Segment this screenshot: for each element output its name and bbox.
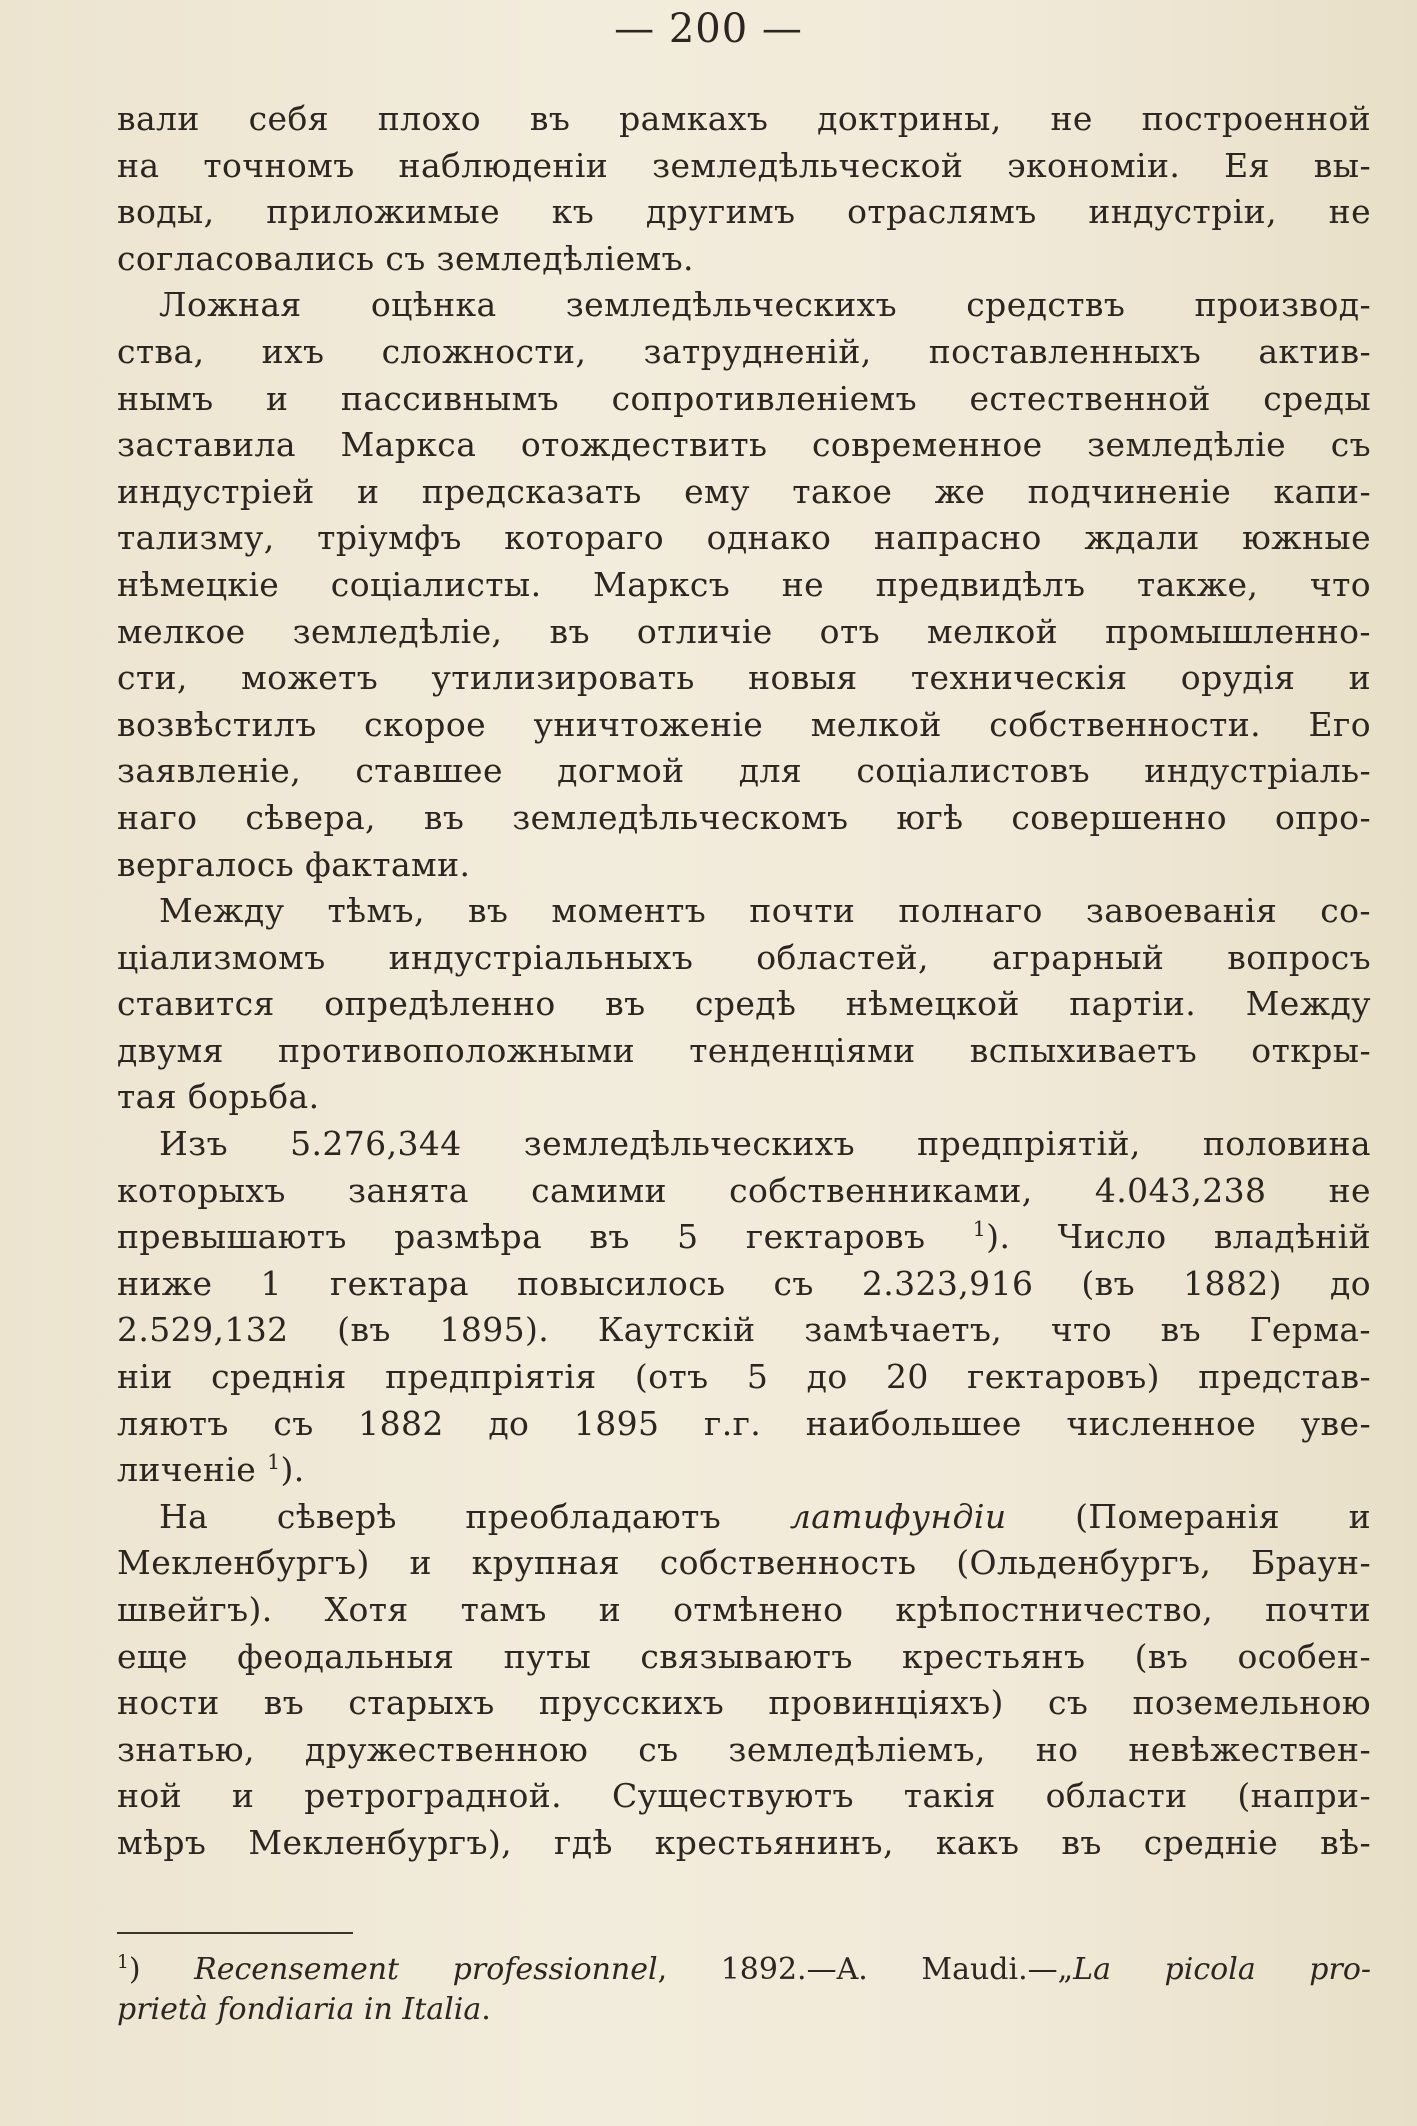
text-line: тая борьба. bbox=[117, 1077, 320, 1117]
text-line: ства, ихъ сложности, затрудненій, поставленныхъ актив- bbox=[117, 331, 1371, 371]
footnote-marker: 1 bbox=[117, 1952, 129, 1973]
text-line: Ложная оцѣнка земледѣльческихъ средствъ производ- bbox=[159, 285, 1371, 325]
text-line: вали себя плохо въ рамкахъ доктрины, не построенной bbox=[117, 99, 1371, 138]
text-line: Между тѣмъ, въ моментъ почти полнаго завоеванія со- bbox=[159, 891, 1371, 931]
text-line: на точномъ наблюденіи земледѣльческой экономіи. Ея вы- bbox=[117, 145, 1371, 185]
text-line: превышаютъ размѣра въ 5 гектаровъ $^1$). Число владѣній bbox=[117, 1217, 1371, 1257]
footnote-line-2: prietà fondiaria in Italia. bbox=[117, 1992, 491, 2027]
footnote-line-1: $^1$) Recensement professionnel, 1892.—A. Maudi.—„La picola pro- bbox=[117, 1952, 1372, 1987]
text-line: 2.529,132 (въ 1895). Каутскій замѣчаетъ, что въ Герма- bbox=[117, 1310, 1371, 1350]
text-line: ніи среднія предпріятія (отъ 5 до 20 гектаровъ) представ- bbox=[117, 1357, 1371, 1397]
footnote-title: Recensement professionnel bbox=[194, 1952, 658, 1987]
text-line: ціализмомъ индустріальныхъ областей, аграрный вопросъ bbox=[117, 937, 1371, 977]
text-line: ной и ретроградной. Существуютъ такія области (напри- bbox=[117, 1776, 1371, 1816]
text-line: нѣмецкіе соціалисты. Марксъ не предвидѣлъ также, что bbox=[117, 564, 1371, 604]
footnote bbox=[117, 1950, 1371, 2030]
body-text bbox=[117, 96, 1371, 1867]
text-line: мѣръ Мекленбургъ), гдѣ крестьянинъ, какъ въ средніе вѣ- bbox=[117, 1822, 1371, 1862]
footnote-divider bbox=[117, 1932, 353, 1934]
footnote-ref: 1 bbox=[267, 1450, 281, 1475]
emphasized-term: латифундіи bbox=[789, 1496, 1007, 1536]
text-line: вергалось фактами. bbox=[117, 844, 471, 884]
text-line: нымъ и пассивнымъ сопротивленіемъ естественной среды bbox=[117, 378, 1371, 418]
text-line: наго сѣвера, въ земледѣльческомъ югѣ совершенно опро- bbox=[117, 797, 1371, 837]
text-line: еще феодальныя путы связываютъ крестьянъ (въ особен- bbox=[117, 1636, 1371, 1676]
text-line: тализму, тріумфъ котораго однако напрасно ждали южные bbox=[117, 518, 1371, 558]
text-line: швейгъ). Хотя тамъ и отмѣнено крѣпостничество, почти bbox=[117, 1590, 1371, 1629]
text-line: возвѣстилъ скорое уничтоженіе мелкой собственности. Его bbox=[117, 704, 1371, 744]
text-line: ставится опредѣленно въ средѣ нѣмецкой партіи. Между bbox=[117, 984, 1371, 1024]
page-number: — 200 — bbox=[614, 6, 803, 52]
text-line: воды, приложимые къ другимъ отраслямъ индустріи, не bbox=[117, 192, 1371, 232]
text-line: мелкое земледѣліе, въ отличіе отъ мелкой промышленно- bbox=[117, 611, 1371, 651]
text-line: заявленіе, ставшее догмой для соціалистовъ индустріаль- bbox=[117, 751, 1371, 791]
text-line: заставила Маркса отождествить современное земледѣліе съ bbox=[117, 425, 1371, 465]
text-line: двумя противоположными тенденціями вспыхиваетъ откры- bbox=[117, 1030, 1371, 1070]
text-line: ниже 1 гектара повысилось съ 2.323,916 (въ 1882) до bbox=[117, 1263, 1371, 1303]
text-line: На сѣверѣ преобладаютъ латифундіи (Померанія и bbox=[159, 1496, 1371, 1536]
text-line: знатью, дружественною съ земледѣліемъ, но невѣжествен- bbox=[117, 1729, 1371, 1769]
text-line: ляютъ съ 1882 до 1895 г.г. наибольшее численное уве- bbox=[117, 1403, 1371, 1443]
text-line: Изъ 5.276,344 земледѣльческихъ предпріятій, половина bbox=[159, 1124, 1371, 1164]
footnote-ref: 1 bbox=[972, 1217, 987, 1242]
text-line: сти, можетъ утилизировать новыя техническія орудія и bbox=[117, 658, 1371, 698]
text-line: согласовались съ земледѣліемъ. bbox=[117, 238, 694, 278]
text-line: личеніе $^1$). bbox=[117, 1450, 305, 1490]
text-line: индустріей и предсказать ему такое же подчиненіе капи- bbox=[117, 471, 1371, 511]
text-line: Мекленбургъ) и крупная собственность (Ольденбургъ, Браун- bbox=[117, 1543, 1371, 1583]
text-line: которыхъ занята самими собственниками, 4.043,238 не bbox=[117, 1170, 1371, 1210]
text-line: ности въ старыхъ прусскихъ провинціяхъ) съ поземельною bbox=[117, 1683, 1371, 1723]
